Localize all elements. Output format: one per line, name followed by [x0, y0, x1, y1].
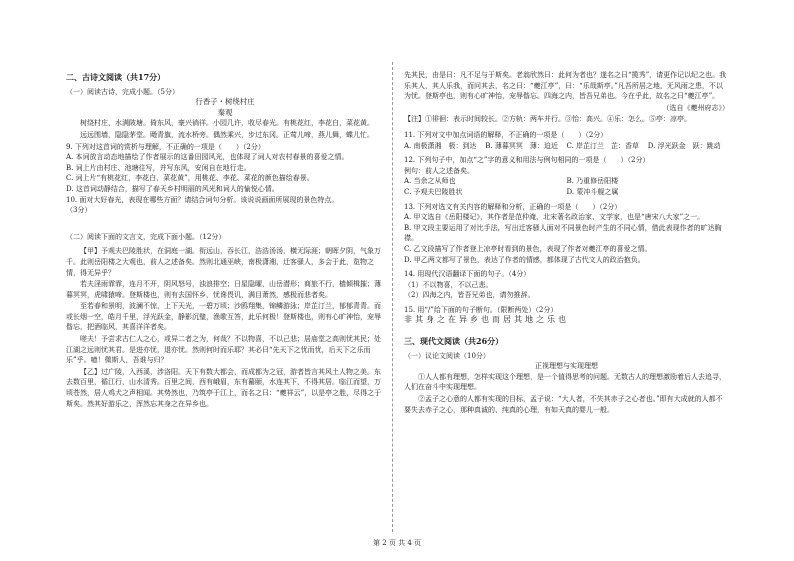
question-9: 9. 下列对这首词的赏析与理解，不正确的一项是（ ）（2分）: [66, 142, 265, 151]
prose-source: （选自《夔州府志》）: [662, 103, 729, 112]
prose-jia-para: 至若春和景明，波澜不惊，上下天光，一碧万顷；沙鸥翔集，锦鳞游泳；岸芷汀兰，郁郁青青。而或长烟一空，皓月千里，浮光跃金，静影沉璧，渔歌互答，此乐何极！登斯楼也，则有心旷神怡，宠辱偕忘，把酒临风，其喜洋洋者矣。: [66, 302, 381, 332]
essay-para: ①人人都有理想，怎样实现这个理想，是一个值得思考的问题。无数古人的理想激励着后人去追寻，人们在奋斗中实现理想。: [404, 372, 726, 392]
prose-notes: 【注】①徘徊：表示时间较长。②方轨：两车并行。③怡：高兴。④乐：怎么。⑤亭：凉亭。: [404, 115, 691, 124]
question-14: 14. 用现代汉语翻译下面的句子。（4分）: [404, 270, 531, 279]
question-10-score: （3分）: [66, 206, 92, 215]
poem-line: 树绕村庄，水满陂塘。倚东风，豪兴徜徉。小园几许，收尽春光。有桃花红，李花白，菜花黄。: [80, 119, 374, 128]
q11-option-b: B. 薄暮冥冥 薄：迫近: [485, 141, 558, 150]
question-13: 13. 下列对选文有关内容的解释和分析，正确的一项是（ ）（2分）: [404, 202, 622, 211]
question-11: 11. 下列对文中加点词语的解释，不正确的一项是（ ）（2分）: [404, 130, 608, 139]
essay-title: 正视理想与实现理想: [535, 362, 598, 371]
section-title-classical: 二、古诗文阅读（共17分）: [66, 72, 166, 82]
q12-option-b: B. 乃重修岳阳楼: [566, 177, 619, 186]
poem-question-heading: （一）阅读古诗，完成小题。（5分）: [66, 87, 179, 96]
q12-option-d: D. 蒙冲斗舰之属: [566, 187, 619, 196]
q12-option-c: C. 予观夫巴陵胜状: [404, 187, 463, 196]
q13-option-d: D. 甲乙两文都写了景色，表达了作者的情感，都体现了古代文人的政治抱负。: [404, 255, 645, 264]
question-15: 15. 用“/”给下面的句子断句。（限断两处）（2分）: [404, 305, 558, 314]
prose-jia-para: 若夫淫雨霏霏，连月不开，阴风怒号，浊浪排空；日星隐曜，山岳潜形；商旅不行，樯倾楫摧；薄暮冥冥，虎啸猿啼。登斯楼也，则有去国怀乡，忧谗畏讥，满目萧然，感极而悲者矣。: [66, 280, 381, 299]
q11-options: [404, 141, 729, 152]
q12-options: [404, 176, 729, 197]
q14-item-2: （2）四海之内，皆吾兄弟也，请勿推辞。: [404, 291, 535, 300]
q12-option-a: A. 当余之从师也: [404, 177, 456, 186]
prose-question-heading: （二）阅读下面的文言文，完成下面小题。（12分）: [66, 232, 226, 241]
question-12: 12. 下列句子中，加点“之”字的意义和用法与例句相同的一项是（ ）（2分）: [404, 156, 650, 165]
prose-jia-para: 【甲】予观夫巴陵胜状，在洞庭一湖。衔远山，吞长江，浩浩汤汤，横无际涯；朝晖夕阴，气象万千。此则岳阳楼之大观也，前人之述备矣。然则北通巫峡，南极潇湘，迁客骚人，多会于此，览物之情，得无异乎？: [66, 247, 381, 277]
q15-sentence: 非其身之在异乡也而居其地之乐也: [404, 315, 569, 325]
q13-option-b: B. 甲文段主要运用了对比手法，写出迁客骚人面对不同景色时产生的不同心情，借此表现作者的旷达胸襟。: [404, 223, 722, 243]
prose-jia-para: 嗟夫！予尝求古仁人之心，或异二者之为，何哉？不以物喜，不以己悲；居庙堂之高则忧其民；处江湖之远则忧其君。是进亦忧，退亦忧。然则何时而乐耶？其必曰“先天下之忧而忧，后天下之乐而乐”乎。噫！微斯人，吾谁与归？: [66, 335, 381, 365]
poem-author: 秦观: [217, 107, 233, 117]
poem-title: 行香子・树绕村庄: [195, 97, 255, 107]
right-column: [404, 70, 729, 416]
essay-para: ②孟子之心意的人都有实现的目标，孟子说：“大人者，不失其赤子之心者也。”即有大成就的人都不要失去赤子之心，那种真诚的、纯真的心理，有如天真的婴儿一般。: [404, 395, 723, 414]
q11-option-d: D. 浮光跃金 跃：跳动: [647, 141, 721, 150]
section-title-modern: 三、现代文阅读（共26分）: [404, 336, 504, 347]
q11-option-a: A. 南极潇湘 极：到达: [404, 141, 477, 150]
prose-yi-para: 【乙】过广陵，入西溪，涉洛阳。天下有数大都会，而成都为之冠，游者皆言其风土人物之美。东去数百里，循江行，山水清秀。百里之间，西有峨眉，东有蟇颐，水连其下，不得其居。临江而望，万顷苍然，居人鸡犬之声相闻。其势然也，乃筑亭于江上，而名之曰：“夔祥云”，以是亭之胜，尽得之于斯矣。然其好游乐之，浑然忘其身之在异乡也。: [66, 367, 382, 408]
q9-option-a: A. 本词放言动态地描绘了作者展示的这番田园风光，也体现了词人对农村春景的喜爱之情。: [66, 153, 349, 162]
section-subtitle-argument: （一）议论文阅读（10分）: [404, 351, 490, 360]
q9-option-d: D. 这首词动静结合，描写了春天乡村明丽的风光和词人的愉悦心情。: [66, 184, 279, 193]
prose-continuation: 先其民，由是曰：凡不足与于斯矣。老翁欣然曰：此何为者也？遂名之曰“揽秀”，请更作记以纪之也。我乐其人，其人乐我，而问其去，名之曰：“夔江亭”，曰：“乐哉斯亭。”凡吾所居之地，无风雨之患，不以为忧。登斯亭也，则有心旷神怡，宠辱偕忘。四海之内，皆吾兄弟也。今在乎此，故名之曰“夔江亭”。: [404, 71, 727, 101]
question-10: 10. 面对大好春光，表现在哪些方面？请结合词句分析。该说说画面所展现的景色特点。: [66, 195, 339, 204]
left-column: [66, 70, 384, 410]
column-divider: [392, 62, 393, 532]
page-footer: 第 2 页 共 4 页: [372, 539, 422, 547]
q9-option-c: C. 词上片“有桃花红，李花白，菜花黄”，用桃花、李花、菜花的颜色描绘春景。: [66, 174, 314, 183]
q9-option-b: B. 词上片由村庄、池塘往写，并写东风，安闲自在地行走。: [66, 163, 251, 172]
q11-option-c: C. 岸芷汀兰 芷：香草: [566, 141, 640, 150]
q12-example: 例句：前人之述备矣。: [404, 166, 474, 175]
q14-item-1: （1）不以物喜，不以己悲。: [404, 280, 493, 289]
q13-option-c: C. 乙文段描写了作者登上凉亭时看到的景色，表现了作者对夔江亭的喜爱之情。: [404, 244, 652, 253]
q13-option-a: A. 甲文选自《岳阳楼记》，其作者是范仲淹，北宋著名政治家、文学家，也是“唐宋八大家”之一。: [404, 213, 705, 222]
poem-line: 远远围墙，隐隐茅堂。飏青旗，流水桥旁。偶然乘兴，步过东冈。正莺儿啼，燕儿舞，蝶儿忙。: [80, 130, 374, 139]
